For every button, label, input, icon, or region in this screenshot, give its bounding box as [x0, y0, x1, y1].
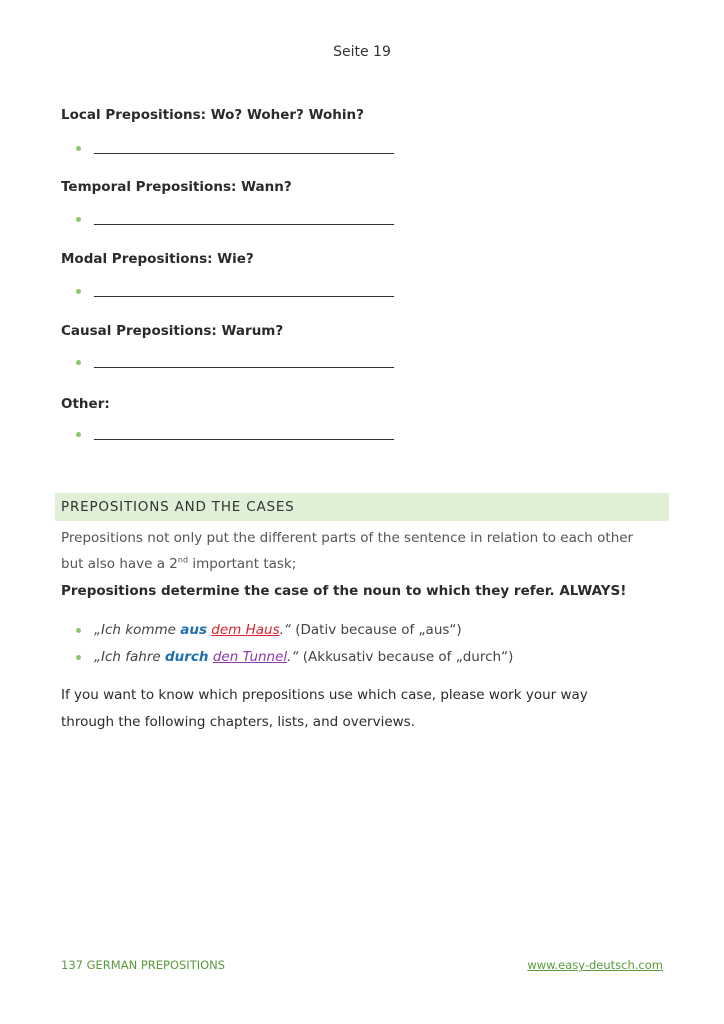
dativ-noun-phrase: dem Haus [211, 622, 280, 638]
case-rule: Prepositions determine the case of the noun to which they refer. ALWAYS! [61, 583, 627, 599]
answer-blank-line[interactable] [94, 296, 394, 297]
footer-book-title: 137 GERMAN PREPOSITIONS [61, 958, 226, 972]
example-sentence [94, 649, 513, 665]
bullet-icon [76, 655, 81, 660]
section-heading-band [55, 493, 669, 521]
bullet-icon [76, 289, 81, 294]
case-note: (Dativ because of „aus“) [290, 622, 462, 638]
answer-blank-line[interactable] [94, 367, 394, 368]
example-sentence [94, 622, 462, 638]
example-close: .“ [279, 622, 291, 638]
example-akkusativ [76, 649, 514, 665]
intro-line-1: Prepositions not only put the different parts of the sentence in relation to each other [61, 530, 634, 546]
preposition-word: durch [164, 649, 209, 665]
answer-blank-line[interactable] [94, 439, 394, 440]
example-dativ [76, 622, 462, 638]
bullet-icon [76, 628, 81, 633]
ordinal-suffix: nd [177, 555, 189, 565]
case-note: (Akkusativ because of „durch“) [298, 649, 514, 665]
outro-line-1: If you want to know which prepositions use which case, please work your way [61, 687, 588, 703]
intro-line-2 [61, 556, 296, 572]
section-title: PREPOSITIONS AND THE CASES [61, 499, 295, 515]
answer-blank-line[interactable] [94, 153, 394, 154]
preposition-word: aus [180, 622, 207, 638]
bullet-icon [76, 360, 81, 365]
bullet-icon [76, 432, 81, 437]
bullet-icon [76, 146, 81, 151]
example-start: „Ich fahre [94, 649, 165, 665]
intro-line-2-text: but also have a 2 [61, 556, 178, 572]
category-heading-local: Local Prepositions: Wo? Woher? Wohin? [61, 107, 364, 123]
example-close: .“ [287, 649, 299, 665]
example-start: „Ich komme [94, 622, 181, 638]
bullet-icon [76, 217, 81, 222]
intro-line-2-end: important task; [188, 556, 297, 572]
answer-blank-line[interactable] [94, 224, 394, 225]
category-heading-modal: Modal Prepositions: Wie? [61, 251, 254, 267]
category-heading-other: Other: [61, 396, 110, 412]
category-heading-temporal: Temporal Prepositions: Wann? [61, 179, 292, 195]
footer-website-link[interactable]: www.easy-deutsch.com [527, 958, 663, 972]
page-number: Seite 19 [333, 44, 391, 60]
akkusativ-noun-phrase: den Tunnel [212, 649, 288, 665]
category-heading-causal: Causal Prepositions: Warum? [61, 323, 284, 339]
outro-line-2: through the following chapters, lists, and overviews. [61, 714, 415, 730]
